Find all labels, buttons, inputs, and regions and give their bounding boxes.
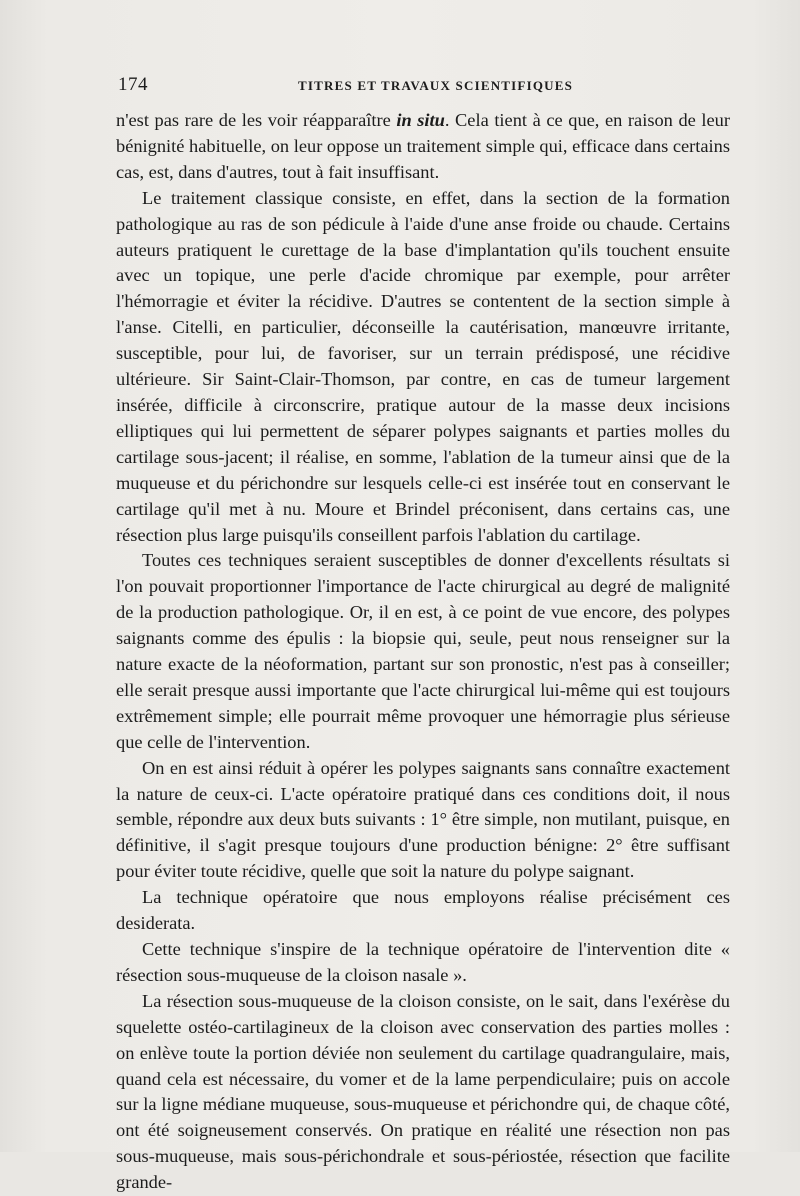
emphasis-in-situ: in situ — [396, 110, 445, 130]
paragraph-operer-polypes: On en est ainsi réduit à opérer les polypes saignants sans connaître exactement la nature de ceux-ci. L'acte opératoire pratiqué dans ces conditions doit, il nous semble, répondre aux deux buts suivants : 1° être simple, non mutilant, puisque, en définitive, il s'agit presque toujours d'une production bénigne: 2° être suffisant pour éviter toute récidive, quelle que soit la nature du polype saignant. — [116, 757, 730, 882]
page-number: 174 — [118, 74, 148, 95]
paragraph-desiderata: La technique opératoire que nous employons réalise précisément ces desiderata. — [116, 887, 730, 934]
paragraph-resection-sous-muqueuse: La résection sous-muqueuse de la cloison consiste, on le sait, dans l'exérèse du squelette ostéo-cartilagineux de la cloison avec conservation des parties molles : on enlève toute la portion déviée non seulement du cartilage quadrangulaire, mais, quand cela est nécessaire, du vomer et de la lame perpendiculaire; puis on accole sur la ligne médiane muqueuse, sous-muqueuse et périchondre qui, de chaque côté, ont été soigneusement conservés. On pratique en réalité une résection non pas sous-muqueuse, mais sous-périchondrale et sous-périostée, résection que facilite grande- — [116, 990, 730, 1193]
running-title: TITRES ET TRAVAUX SCIENTIFIQUES — [298, 78, 574, 93]
page-header — [118, 74, 728, 100]
body-text — [116, 108, 730, 1196]
paragraph-technique-inspiration: Cette technique s'inspire de la technique opératoire de l'intervention dite « résection sous-muqueuse de la cloison nasale ». — [116, 939, 730, 985]
paragraph-text: n'est pas rare de les voir réapparaître — [116, 110, 397, 130]
paragraph-traitement-classique: Le traitement classique consiste, en effet, dans la section de la formation pathologique au ras de son pédicule à l'aide d'une anse froide ou chaude. Certains auteurs pratiquent le curettage de la base d'implantation qu'ils touchent ensuite avec un topique, une perle d'acide chromique par exemple, pour arrêter l'hémorragie et éviter la récidive. D'autres se contentent de la section simple à l'anse. Citelli, en particulier, déconseille la cautérisation, manœuvre irritante, susceptible, pour lui, de favoriser, sur un terrain prédisposé, une récidive ultérieure. Sir Saint-Clair-Thomson, par contre, en cas de tumeur largement insérée, difficile à circonscrire, pratique autour de la masse deux incisions elliptiques qui lui permettent de séparer polypes saignants et parties molles du cartilage sous-jacent; il réalise, en somme, l'ablation de la tumeur ainsi que de la muqueuse et du périchondre sur lesquels celle-ci est insérée tout en conservant le cartilage qu'il met à nu. Moure et Brindel préconisent, dans certains cas, une résection plus large puisqu'ils conseillent parfois l'ablation du cartilage. — [116, 187, 730, 545]
paragraph-text: . Cela tient à ce que, en raison de leur bénignité habituelle, on leur oppose un traitement simple qui, efficace dans certains cas, est, dans d'autres, tout à fait insuffisant. — [116, 110, 731, 182]
paragraph-techniques: Toutes ces techniques seraient susceptibles de donner d'excellents résultats si l'on pouvait proportionner l'importance de l'acte chirurgical au degré de malignité de la production pathologique. Or, il en est, à ce point de vue encore, des polypes saignants comme des épulis : la biopsie qui, seule, peut nous renseigner sur la nature exacte de la néoformation, partant sur son pronostic, n'est pas à conseiller; elle serait presque aussi importante que l'acte chirurgical lui-même qui est toujours extrêmement simple; elle pourrait même provoquer une hémorragie plus sérieuse que celle de l'intervention. — [116, 550, 730, 752]
paragraph-continuation — [116, 108, 730, 186]
